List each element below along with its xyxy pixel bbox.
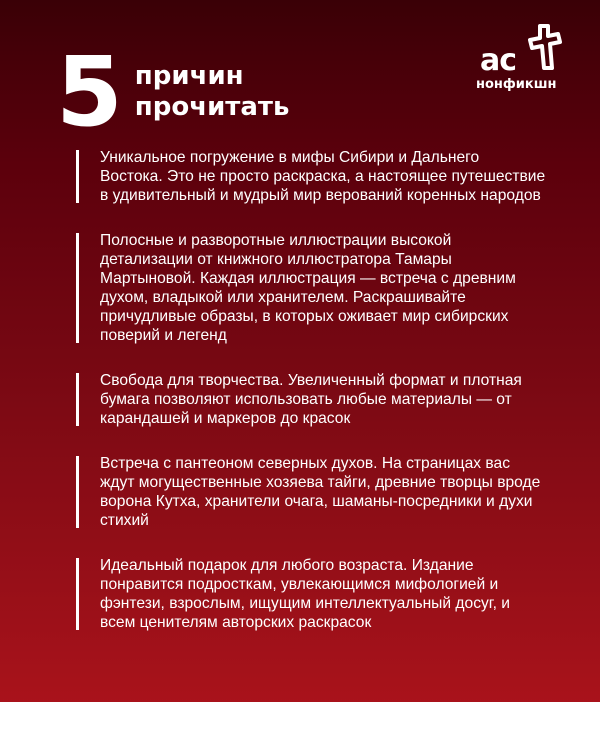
logo-subtitle: нонфикшн xyxy=(476,77,557,92)
reason-item xyxy=(76,556,546,632)
reason-text: Встреча с пантеоном северных духов. На страницах вас ждут могущественные хозяева тайги, древние творцы вроде ворона Кутха, хранители очага, шаманы-посредники и духи стихий xyxy=(100,455,541,529)
headline-text xyxy=(135,61,290,123)
logo-figure-icon xyxy=(522,22,566,72)
reasons-list xyxy=(76,148,546,658)
reason-bar xyxy=(76,373,79,426)
reason-bar xyxy=(76,233,79,343)
reason-item xyxy=(76,371,546,428)
reason-text: Полосные и разворотные иллюстрации высокой детализации от книжного иллюстратора Тамары Мартыновой. Каждая иллюстрация — встреча с древним духом, владыкой или хранителем. Раскрашивайте причудливые образы, в которых оживает мир сибирских поверий и легенд xyxy=(100,232,516,344)
reason-bar xyxy=(76,456,79,528)
reason-text: Уникальное погружение в мифы Сибири и Дальнего Востока. Это не просто раскраска, а настоящее путешествие в удивительный и мудрый мир верований коренных народов xyxy=(100,149,546,204)
reason-item xyxy=(76,148,546,205)
reason-item xyxy=(76,454,546,530)
headline xyxy=(56,36,290,148)
reason-item xyxy=(76,231,546,345)
publisher-logo xyxy=(478,22,568,100)
bottom-strip xyxy=(0,702,600,750)
reason-count: 5 xyxy=(56,36,121,148)
reason-bar xyxy=(76,558,79,630)
reason-bar xyxy=(76,150,79,203)
headline-line-2: прочитать xyxy=(134,92,290,122)
reason-text: Свобода для творчества. Увеличенный формат и плотная бумага позволяют использовать любые материалы — от карандашей и маркеров до красок xyxy=(100,372,522,427)
headline-line-1: причин xyxy=(134,61,244,91)
reason-text: Идеальный подарок для любого возраста. Издание понравится подросткам, увлекающимся мифологией и фэнтези, взрослым, ищущим интеллектуальный досуг, и всем ценителям авторских раскрасок xyxy=(100,557,510,631)
logo-wordmark: ас xyxy=(480,43,517,78)
